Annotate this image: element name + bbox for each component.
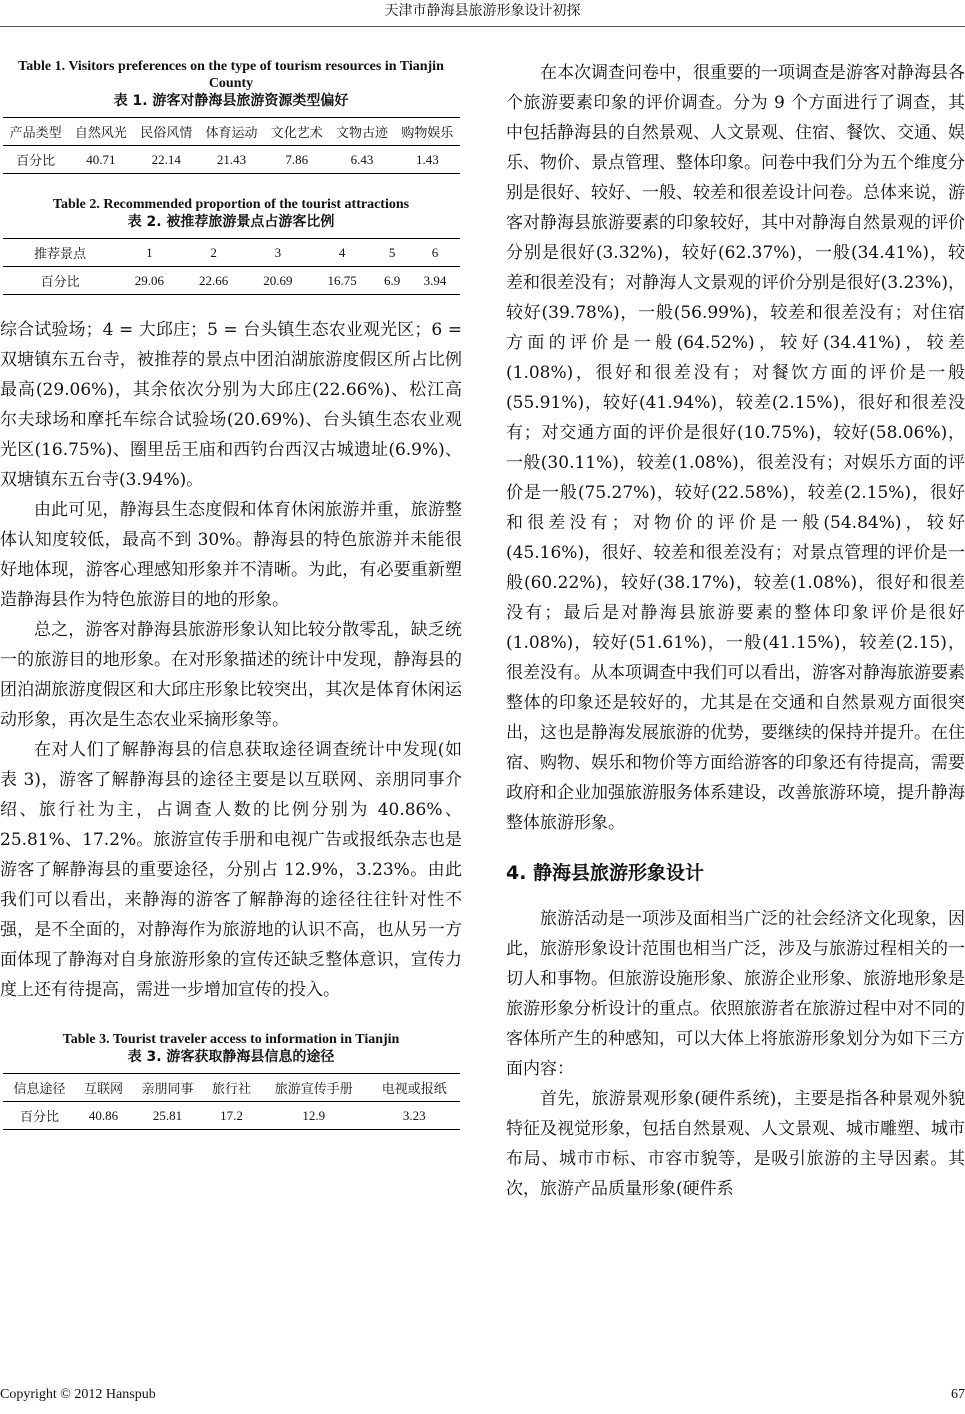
table2-header-row	[3, 239, 460, 267]
table1-cell: 22.14	[134, 146, 199, 174]
table1-header-cell: 购物娱乐	[395, 118, 460, 146]
table1-cell: 6.43	[329, 146, 394, 174]
table3-header-row	[3, 1074, 460, 1102]
table2-header-cell: 1	[117, 239, 181, 267]
table3-data-row	[3, 1102, 460, 1130]
header-divider	[0, 26, 965, 27]
table3-caption-zh: 表 3. 游客获取静海县信息的途径	[127, 1049, 335, 1065]
table2-cell: 22.66	[182, 267, 246, 295]
table2-cell: 16.75	[310, 267, 374, 295]
table2	[3, 238, 460, 295]
table3-caption-en: Table 3. Tourist traveler access to information in Tianjin	[62, 1032, 400, 1047]
table2-cell: 29.06	[117, 267, 181, 295]
section-heading: 4. 静海县旅游形象设计	[506, 862, 705, 884]
table3-header-cell: 亲朋同事	[131, 1074, 204, 1102]
table1	[3, 117, 460, 174]
body-paragraph: 在对人们了解静海县的信息获取途径调查统计中发现(如表 3)，游客了解静海县的途径主要是以互联网、亲朋同事介绍、旅行社为主，占调查人数的比例分别为 40.86%、25.81%、17.2%。旅游宣传手册和电视广告或报纸杂志也是游客了解静海县的重要途径，分别占 12.9%，3.23%。由此我们可以看出，来静海的游客了解静海的途径往往针对性不强，是不全面的，对静海作为旅游地的认识不高，也从另一方面体现了静海对自身旅游形象的宣传还缺乏整体意识，宣传力度上还有待提高，需进一步增加宣传的投入。	[0, 740, 462, 1000]
table2-caption-zh: 表 2. 被推荐旅游景点占游客比例	[127, 214, 335, 230]
table3-header-cell: 电视或报纸	[369, 1074, 460, 1102]
table2-header-cell: 2	[182, 239, 246, 267]
table1-header-cell: 产品类型	[3, 118, 68, 146]
table1-data-row	[3, 146, 460, 174]
table2-caption	[0, 196, 462, 232]
table1-cell: 21.43	[199, 146, 264, 174]
table1-caption-zh: 表 1. 游客对静海县旅游资源类型偏好	[113, 93, 349, 109]
table3-cell: 25.81	[131, 1102, 204, 1130]
table2-data-row	[3, 267, 460, 295]
body-paragraph: 总之，游客对静海县旅游形象认知比较分散零乱，缺乏统一的旅游目的地形象。在对形象描述的统计中发现，静海县的团泊湖旅游度假区和大邱庄形象比较突出，其次是体育休闲运动形象，再次是生态农业采摘形象等。	[0, 620, 462, 730]
copyright-notice: Copyright © 2012 Hanspub	[0, 1387, 156, 1402]
table1-header-row	[3, 118, 460, 146]
table2-cell: 20.69	[246, 267, 310, 295]
table1-cell: 百分比	[3, 146, 68, 174]
table1-cell: 1.43	[395, 146, 460, 174]
table3-caption	[0, 1031, 462, 1067]
body-paragraph: 综合试验场；4 = 大邱庄；5 = 台头镇生态农业观光区；6 = 双塘镇东五台寺，被推荐的景点中团泊湖旅游度假区所占比例最高(29.06%)，其余依次分别为大邱庄(22.66%)、松江高尔夫球场和摩托车综合试验场(20.69%)、台头镇生态农业观光区(16.75%)、圈里岳王庙和西钓台西汉古城遗址(6.9%)、双塘镇东五台寺(3.94%)。	[0, 320, 462, 490]
table3-header-cell: 旅行社	[204, 1074, 259, 1102]
right-column	[506, 58, 965, 1204]
table2-header-cell: 3	[246, 239, 310, 267]
table1-cell: 40.71	[68, 146, 133, 174]
table2-header-cell: 6	[410, 239, 460, 267]
table3-cell: 12.9	[259, 1102, 369, 1130]
table3-cell: 17.2	[204, 1102, 259, 1130]
page-footer	[0, 1387, 965, 1407]
page-number: 67	[951, 1387, 965, 1402]
table1-caption-en: Table 1. Visitors preferences on the type of tourism resources in Tianjin County	[18, 59, 444, 91]
table2-caption-en: Table 2. Recommended proportion of the tourist attractions	[52, 197, 410, 212]
running-header: 天津市静海县旅游形象设计初探	[384, 3, 581, 19]
table2-header-cell: 4	[310, 239, 374, 267]
table3-cell: 40.86	[76, 1102, 131, 1130]
table2-header-cell: 推荐景点	[3, 239, 117, 267]
table1-header-cell: 文化艺术	[264, 118, 329, 146]
body-paragraph: 在本次调查问卷中，很重要的一项调查是游客对静海县各个旅游要素印象的评价调查。分为 9 个方面进行了调查，其中包括静海县的自然景观、人文景观、住宿、餐饮、交通、娱乐、物价、景点管理、整体印象。问卷中我们分为五个维度分别是很好、较好、一般、较差和很差设计问卷。总体来说，游客对静海县旅游要素的印象较好，其中对静海自然景观的评价分别是很好(3.32%)，较好(62.37%)，一般(34.41%)，较差和很差没有；对静海人文景观的评价分别是很好(3.23%)，较好(39.78%)，一般(56.99%)，较差和很差没有；对住宿方面的评价是一般(64.52%)，较好(34.41%)，较差(1.08%)，很好和很差没有；对餐饮方面的评价是一般(55.91%)，较好(41.94%)，较差(2.15%)，很好和很差没有；对交通方面的评价是很好(10.75%)，较好(58.06%)，一般(30.11%)，较差(1.08%)，很差没有；对娱乐方面的评价是一般(75.27%)，较好(22.58%)，较差(2.15%)，很好和很差没有；对物价的评价是一般(54.84%)，较好(45.16%)，很好、较差和很差没有；对景点管理的评价是一般(60.22%)，较好(38.17%)，较差(1.08%)，很好和很差没有；最后是对静海县旅游要素的整体印象评价是很好(1.08%)，较好(51.61%)，一般(41.15%)，较差(2.15)，很差没有。从本项调查中我们可以看出，游客对静海旅游要素整体的印象还是较好的，尤其是在交通和自然景观方面很突出，这也是静海发展旅游的优势，要继续的保持并提升。在住宿、购物、娱乐和物价等方面给游客的印象还有待提高，需要政府和企业加强旅游服务体系建设，改善旅游环境，提升静海整体旅游形象。	[506, 63, 965, 833]
table1-cell: 7.86	[264, 146, 329, 174]
table2-cell: 百分比	[3, 267, 117, 295]
left-column	[0, 58, 462, 1130]
table3-header-cell: 旅游宣传手册	[259, 1074, 369, 1102]
table1-caption	[0, 58, 462, 111]
table3-cell: 3.23	[369, 1102, 460, 1130]
table2-cell: 6.9	[374, 267, 410, 295]
table2-header-cell: 5	[374, 239, 410, 267]
table1-header-cell: 体育运动	[199, 118, 264, 146]
table1-header-cell: 自然风光	[68, 118, 133, 146]
table1-header-cell: 文物古迹	[329, 118, 394, 146]
body-paragraph: 旅游活动是一项涉及面相当广泛的社会经济文化现象，因此，旅游形象设计范围也相当广泛，涉及与旅游过程相关的一切人和事物。但旅游设施形象、旅游企业形象、旅游地形象是旅游形象分析设计的重点。依照旅游者在旅游过程中对不同的客体所产生的种感知，可以大体上将旅游形象划分为如下三方面内容：	[506, 909, 965, 1079]
body-paragraph: 首先，旅游景观形象(硬件系统)，主要是指各种景观外貌特征及视觉形象，包括自然景观、人文景观、城市雕塑、城市布局、城市市标、市容市貌等，是吸引旅游的主导因素。其次，旅游产品质量形象(硬件系	[506, 1089, 965, 1199]
table2-cell: 3.94	[410, 267, 460, 295]
table3	[3, 1073, 460, 1130]
table3-header-cell: 信息途径	[3, 1074, 76, 1102]
table1-header-cell: 民俗风情	[134, 118, 199, 146]
table3-header-cell: 互联网	[76, 1074, 131, 1102]
body-paragraph: 由此可见，静海县生态度假和体育休闲旅游并重，旅游整体认知度较低，最高不到 30%。静海县的特色旅游并未能很好地体现，游客心理感知形象并不清晰。为此，有必要重新塑造静海县作为特色旅游目的地的形象。	[0, 500, 462, 610]
table3-cell: 百分比	[3, 1102, 76, 1130]
